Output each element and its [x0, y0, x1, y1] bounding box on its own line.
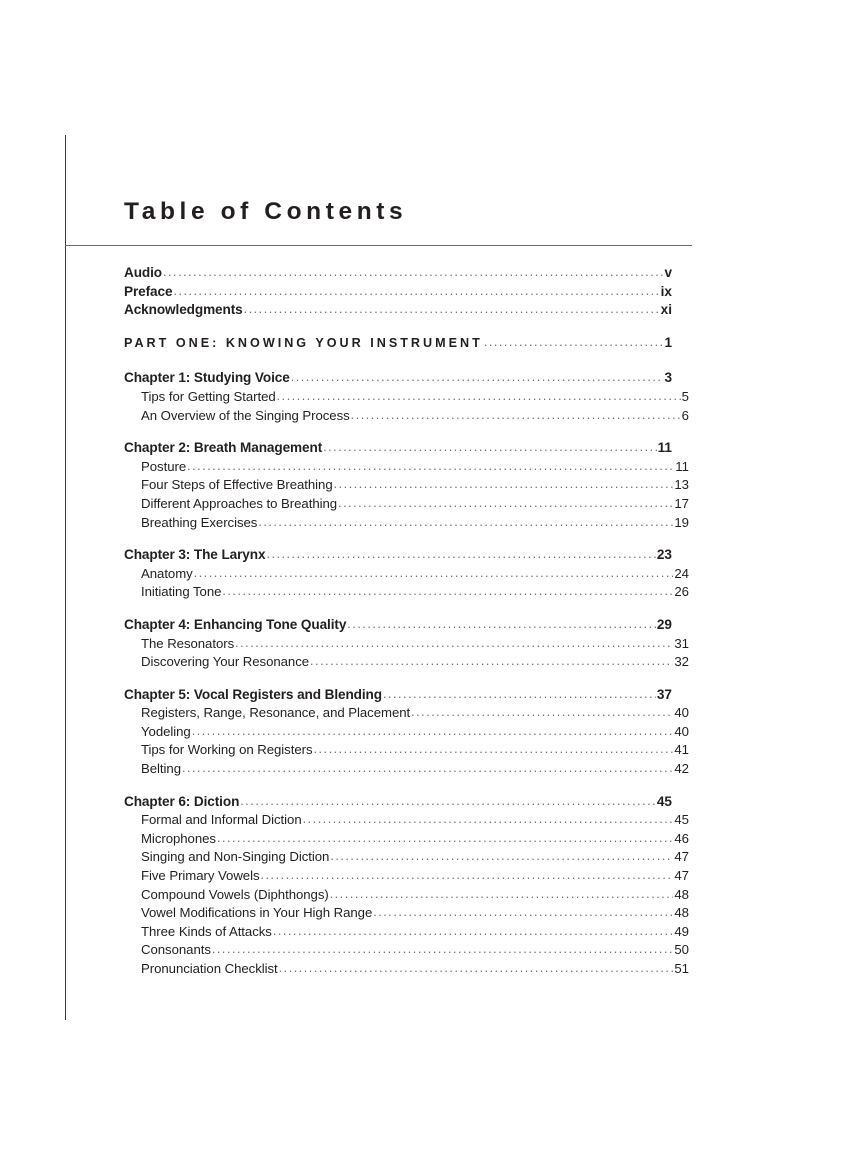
dot-leader: [338, 494, 673, 513]
toc-entry-sub[interactable]: [124, 388, 689, 407]
toc-entry-page-number: 1: [664, 334, 672, 350]
dot-leader: [334, 475, 674, 494]
toc-entry-page-number: 48: [674, 905, 689, 921]
toc-entry-page-number: xi: [660, 302, 672, 318]
toc-entry-part[interactable]: [124, 334, 672, 353]
toc-entry-page-number: 47: [674, 849, 689, 865]
toc-entry-sub[interactable]: [124, 514, 689, 533]
toc-entry-label: Tips for Getting Started: [141, 388, 276, 404]
toc-entry-page-number: 50: [674, 942, 689, 958]
toc-entry-label: Chapter 6: Diction: [124, 793, 240, 809]
dot-leader: [173, 282, 659, 301]
toc-group-spacer: [124, 602, 672, 616]
toc-entry-page-number: 17: [674, 495, 689, 511]
toc-entry-page-number: 48: [674, 886, 689, 902]
toc-entry-label: Formal and Informal Diction: [141, 812, 302, 828]
toc-entry-label: Four Steps of Effective Breathing: [141, 477, 333, 493]
toc-entry-label: Posture: [141, 458, 187, 474]
dot-leader: [279, 959, 674, 978]
dot-leader: [351, 406, 681, 425]
toc-entry-sub[interactable]: [124, 941, 689, 960]
page-title: Table of Contents: [124, 198, 408, 225]
toc-entry-page-number: 24: [674, 565, 689, 581]
toc-entry-page-number: 40: [674, 723, 689, 739]
dot-leader: [330, 847, 673, 866]
toc-entry-sub[interactable]: [124, 476, 689, 495]
toc-group-spacer: [124, 979, 672, 988]
toc-entry-label: Microphones: [141, 830, 216, 846]
toc-group-chapter-5: [124, 686, 689, 779]
dot-leader: [187, 457, 674, 476]
dot-leader: [194, 564, 674, 583]
toc-entry-sub[interactable]: [124, 723, 689, 742]
toc-entry-label: Chapter 4: Enhancing Tone Quality: [124, 616, 347, 632]
dot-leader: [347, 615, 656, 634]
toc-entry-label: Chapter 5: Vocal Registers and Blending: [124, 686, 382, 702]
toc-entry-label: PART ONE: KNOWING YOUR INSTRUMENT: [124, 335, 483, 350]
toc-entry-page-number: 19: [674, 514, 689, 530]
toc-entry-label: Pronunciation Checklist: [141, 961, 278, 976]
left-margin-rule: [65, 135, 66, 1020]
toc-entry-page-number: 6: [681, 407, 689, 423]
toc-group-chapter-4: [124, 616, 689, 672]
toc-entry-sub[interactable]: [124, 848, 689, 867]
toc-entry-label: Registers, Range, Resonance, and Placement: [141, 705, 411, 721]
toc-group-spacer: [124, 320, 672, 334]
toc-entry-label: Discovering Your Resonance: [141, 654, 310, 670]
dot-leader: [244, 300, 660, 319]
toc-entry-sub[interactable]: [124, 704, 689, 723]
toc-entry-label: Vowel Modifications in Your High Range: [141, 905, 373, 921]
toc-entry-chapter[interactable]: [124, 616, 672, 635]
dot-leader: [212, 940, 673, 959]
table-of-contents-list: [124, 264, 689, 988]
dot-leader: [277, 387, 681, 406]
toc-entry-chapter[interactable]: [124, 686, 672, 705]
dot-leader: [373, 903, 673, 922]
dot-leader: [261, 866, 674, 885]
toc-entry-page-number: 5: [681, 388, 689, 404]
toc-entry-page-number: 26: [674, 584, 689, 600]
toc-entry-chapter[interactable]: [124, 793, 672, 812]
dot-leader: [291, 368, 664, 387]
toc-entry-label: Anatomy: [141, 565, 193, 581]
toc-entry-label: Preface: [124, 283, 173, 299]
toc-entry-sub[interactable]: [124, 904, 689, 923]
dot-leader: [383, 685, 656, 704]
toc-entry-sub[interactable]: [124, 960, 689, 979]
toc-entry-chapter[interactable]: [124, 369, 672, 388]
dot-leader: [235, 634, 673, 653]
toc-entry-label: Breathing Exercises: [141, 514, 258, 530]
toc-entry-sub[interactable]: [124, 867, 689, 886]
toc-entry-sub[interactable]: [124, 830, 689, 849]
toc-entry-page-number: 51: [674, 961, 689, 976]
toc-group-chapter-2: [124, 439, 689, 532]
toc-entry-page-number: 45: [674, 812, 689, 828]
toc-entry-label: Different Approaches to Breathing: [141, 495, 338, 511]
toc-entry-page-number: 13: [674, 477, 689, 493]
toc-entry-sub[interactable]: [124, 886, 689, 905]
toc-group-chapter-3: [124, 546, 689, 602]
toc-entry-page-number: 31: [674, 635, 689, 651]
dot-leader: [182, 759, 673, 778]
dot-leader: [217, 829, 673, 848]
toc-entry-label: Yodeling: [141, 723, 191, 739]
toc-entry-label: Initiating Tone: [141, 584, 222, 600]
toc-entry-page-number: 32: [674, 654, 689, 670]
toc-entry-sub[interactable]: [124, 495, 689, 514]
toc-entry-label: Belting: [141, 761, 181, 777]
toc-entry-label: Chapter 1: Studying Voice: [124, 370, 290, 386]
toc-group-chapter-6: [124, 793, 689, 979]
toc-entry-label: Acknowledgments: [124, 302, 243, 318]
dot-leader: [330, 885, 674, 904]
dot-leader: [240, 792, 656, 811]
toc-entry-front[interactable]: [124, 264, 672, 283]
toc-entry-label: Consonants: [141, 942, 211, 958]
dot-leader: [411, 703, 673, 722]
toc-entry-sub[interactable]: [124, 565, 689, 584]
toc-group-part-one: [124, 334, 672, 353]
toc-entry-sub[interactable]: [124, 635, 689, 654]
toc-entry-label: Three Kinds of Attacks: [141, 923, 272, 939]
dot-leader: [323, 438, 656, 457]
toc-entry-sub[interactable]: [124, 583, 689, 602]
toc-entry-page-number: 37: [656, 686, 672, 702]
toc-entry-page-number: 49: [674, 923, 689, 939]
toc-entry-sub[interactable]: [124, 458, 689, 477]
dot-leader: [484, 333, 664, 352]
toc-entry-page-number: v: [664, 265, 672, 280]
toc-entry-front[interactable]: [124, 283, 672, 302]
toc-group-spacer: [124, 532, 672, 546]
dot-leader: [266, 545, 655, 564]
dot-leader: [314, 740, 674, 759]
toc-entry-chapter[interactable]: [124, 546, 672, 565]
toc-entry-page-number: 42: [674, 761, 689, 777]
toc-entry-page-number: 40: [674, 705, 689, 721]
toc-entry-label: An Overview of the Singing Process: [141, 407, 350, 423]
toc-entry-page-number: 47: [674, 868, 689, 884]
toc-entry-label: Chapter 3: The Larynx: [124, 547, 266, 563]
toc-group-spacer: [124, 672, 672, 686]
toc-entry-page-number: 11: [675, 458, 689, 474]
dot-leader: [222, 582, 673, 601]
toc-entry-label: The Resonators: [141, 635, 235, 651]
toc-entry-page-number: 45: [656, 793, 672, 809]
toc-entry-page-number: ix: [660, 283, 672, 299]
toc-entry-sub[interactable]: [124, 653, 689, 672]
dot-leader: [192, 722, 674, 741]
toc-group-front-matter: [124, 264, 672, 320]
toc-entry-sub[interactable]: [124, 741, 689, 760]
dot-leader: [163, 263, 663, 282]
toc-entry-label: Tips for Working on Registers: [141, 742, 313, 758]
toc-entry-sub[interactable]: [124, 407, 689, 426]
toc-entry-label: Audio: [124, 265, 163, 280]
toc-entry-label: Five Primary Vowels: [141, 868, 260, 884]
toc-group-spacer: [124, 779, 672, 793]
toc-entry-label: Singing and Non-Singing Diction: [141, 849, 330, 865]
toc-entry-chapter[interactable]: [124, 439, 672, 458]
toc-entry-page-number: 23: [656, 547, 672, 563]
toc-entry-page-number: 46: [674, 830, 689, 846]
toc-entry-sub[interactable]: [124, 811, 689, 830]
toc-entry-sub[interactable]: [124, 760, 689, 779]
toc-entry-page-number: 29: [656, 616, 672, 632]
toc-entry-page-number: 11: [657, 440, 672, 456]
toc-entry-page-number: 41: [674, 742, 689, 758]
dot-leader: [273, 922, 673, 941]
dot-leader: [303, 810, 674, 829]
title-underline-rule: [65, 245, 692, 246]
toc-entry-sub[interactable]: [124, 923, 689, 942]
toc-entry-label: Compound Vowels (Diphthongs): [141, 886, 329, 902]
toc-group-chapter-1: [124, 369, 689, 425]
toc-entry-front[interactable]: [124, 301, 672, 320]
toc-entry-page-number: 3: [664, 370, 672, 386]
dot-leader: [258, 513, 673, 532]
toc-group-spacer: [124, 352, 672, 369]
dot-leader: [310, 652, 673, 671]
toc-entry-label: Chapter 2: Breath Management: [124, 440, 323, 456]
toc-group-spacer: [124, 425, 672, 439]
